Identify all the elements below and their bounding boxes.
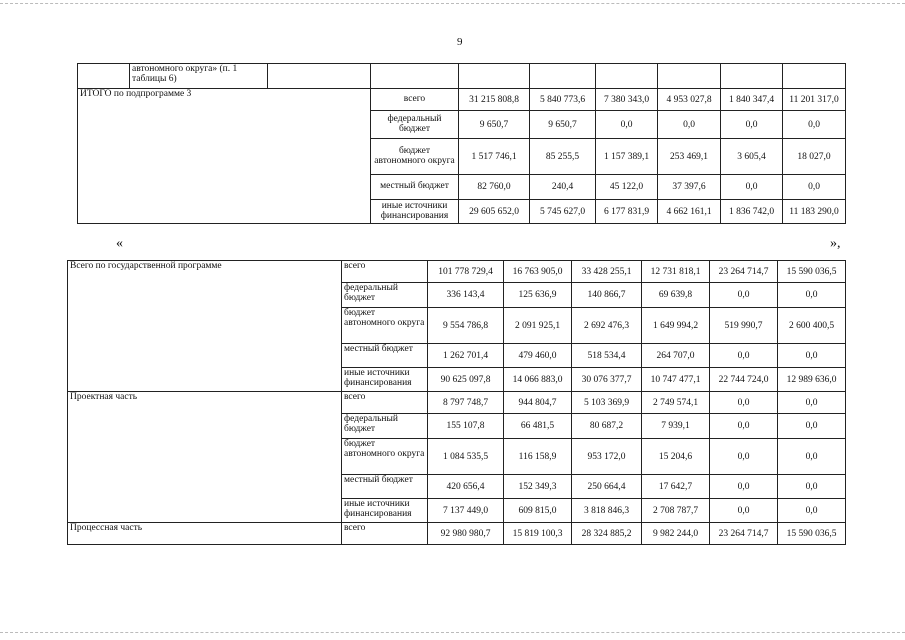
value-cell: 9 982 244,0: [642, 523, 710, 545]
value-cell: 12 989 636,0: [778, 368, 846, 392]
value-cell: 0,0: [721, 111, 783, 139]
source-cell: бюджет автономного округа: [371, 139, 459, 175]
source-cell: иные источники финансирования: [342, 368, 428, 392]
value-cell: 420 656,4: [428, 475, 504, 499]
value-cell: 2 692 476,3: [572, 308, 642, 344]
value-cell: 15 204,6: [642, 439, 710, 475]
source-cell: бюджет автономного округа: [342, 439, 428, 475]
opening-quote: «: [116, 236, 123, 251]
value-cell: 31 215 808,8: [459, 89, 530, 111]
value-cell: 23 264 714,7: [710, 523, 778, 545]
source-cell: местный бюджет: [342, 475, 428, 499]
value-cell: 0,0: [778, 414, 846, 439]
itogo-label: ИТОГО по подпрограмме 3: [78, 89, 371, 224]
subprogram-3-total-table: [77, 63, 846, 224]
value-cell: 9 650,7: [459, 111, 530, 139]
value-cell: 9 650,7: [530, 111, 596, 139]
value-cell: 2 600 400,5: [778, 308, 846, 344]
value-cell: 80 687,2: [572, 414, 642, 439]
value-cell: 1 084 535,5: [428, 439, 504, 475]
value-cell: 1 262 701,4: [428, 344, 504, 368]
value-cell: 15 590 036,5: [778, 261, 846, 283]
value-cell: 250 664,4: [572, 475, 642, 499]
group-label: Проектная часть: [68, 392, 342, 523]
value-cell: 10 747 477,1: [642, 368, 710, 392]
source-cell: всего: [342, 261, 428, 283]
scan-edge-top: [0, 3, 905, 5]
value-cell: 45 122,0: [596, 175, 658, 200]
value-cell: 82 760,0: [459, 175, 530, 200]
value-cell: 253 469,1: [658, 139, 721, 175]
value-cell: 1 840 347,4: [721, 89, 783, 111]
source-cell: всего: [371, 89, 459, 111]
value-cell: 0,0: [710, 392, 778, 414]
value-cell: 944 804,7: [504, 392, 572, 414]
source-cell: иные источники финансирования: [371, 200, 459, 224]
value-cell: 0,0: [778, 283, 846, 308]
state-program-total-table: [67, 260, 846, 545]
value-cell: 152 349,3: [504, 475, 572, 499]
value-cell: 5 745 627,0: [530, 200, 596, 224]
table-row: [68, 261, 846, 283]
value-cell: 0,0: [710, 344, 778, 368]
value-cell: 0,0: [783, 175, 846, 200]
value-cell: 0,0: [710, 499, 778, 523]
value-cell: 14 066 883,0: [504, 368, 572, 392]
value-cell: 69 639,8: [642, 283, 710, 308]
value-cell: 9 554 786,8: [428, 308, 504, 344]
value-cell: 23 264 714,7: [710, 261, 778, 283]
value-cell: 0,0: [783, 111, 846, 139]
value-cell: 15 590 036,5: [778, 523, 846, 545]
value-cell: 0,0: [596, 111, 658, 139]
value-cell: 6 177 831,9: [596, 200, 658, 224]
table-row: [78, 89, 846, 111]
group-label: Всего по государственной программе: [68, 261, 342, 392]
source-cell: федеральный бюджет: [342, 283, 428, 308]
value-cell: 953 172,0: [572, 439, 642, 475]
value-cell: 7 939,1: [642, 414, 710, 439]
value-cell: 30 076 377,7: [572, 368, 642, 392]
value-cell: 11 183 290,0: [783, 200, 846, 224]
value-cell: 28 324 885,2: [572, 523, 642, 545]
value-cell: 8 797 748,7: [428, 392, 504, 414]
value-cell: 0,0: [710, 439, 778, 475]
value-cell: 12 731 818,1: [642, 261, 710, 283]
closing-quote: »,: [830, 236, 841, 251]
table-row: [68, 523, 846, 545]
value-cell: 2 749 574,1: [642, 392, 710, 414]
source-cell: бюджет автономного округа: [342, 308, 428, 344]
value-cell: 0,0: [778, 439, 846, 475]
source-cell: федеральный бюджет: [342, 414, 428, 439]
value-cell: 66 481,5: [504, 414, 572, 439]
value-cell: 336 143,4: [428, 283, 504, 308]
value-cell: 155 107,8: [428, 414, 504, 439]
value-cell: 85 255,5: [530, 139, 596, 175]
value-cell: 264 707,0: [642, 344, 710, 368]
value-cell: 92 980 980,7: [428, 523, 504, 545]
value-cell: 11 201 317,0: [783, 89, 846, 111]
value-cell: 0,0: [778, 344, 846, 368]
value-cell: 479 460,0: [504, 344, 572, 368]
value-cell: 140 866,7: [572, 283, 642, 308]
page-number: 9: [457, 36, 463, 48]
value-cell: 116 158,9: [504, 439, 572, 475]
value-cell: 4 953 027,8: [658, 89, 721, 111]
value-cell: 0,0: [778, 475, 846, 499]
value-cell: 33 428 255,1: [572, 261, 642, 283]
value-cell: 125 636,9: [504, 283, 572, 308]
value-cell: 4 662 161,1: [658, 200, 721, 224]
value-cell: 0,0: [778, 392, 846, 414]
value-cell: 0,0: [710, 475, 778, 499]
value-cell: 15 819 100,3: [504, 523, 572, 545]
source-cell: федеральный бюджет: [371, 111, 459, 139]
value-cell: 0,0: [721, 175, 783, 200]
source-cell: всего: [342, 523, 428, 545]
value-cell: 2 091 925,1: [504, 308, 572, 344]
value-cell: 0,0: [658, 111, 721, 139]
source-cell: местный бюджет: [371, 175, 459, 200]
source-cell: местный бюджет: [342, 344, 428, 368]
value-cell: 90 625 097,8: [428, 368, 504, 392]
scan-edge-bottom: [0, 632, 905, 634]
group-label: Процессная часть: [68, 523, 342, 545]
value-cell: 519 990,7: [710, 308, 778, 344]
value-cell: 3 605,4: [721, 139, 783, 175]
value-cell: 3 818 846,3: [572, 499, 642, 523]
value-cell: 5 840 773,6: [530, 89, 596, 111]
value-cell: 0,0: [778, 499, 846, 523]
table-row: [78, 64, 846, 89]
value-cell: 609 815,0: [504, 499, 572, 523]
value-cell: 16 763 905,0: [504, 261, 572, 283]
value-cell: 240,4: [530, 175, 596, 200]
value-cell: 18 027,0: [783, 139, 846, 175]
value-cell: 0,0: [710, 283, 778, 308]
value-cell: 7 380 343,0: [596, 89, 658, 111]
value-cell: 5 103 369,9: [572, 392, 642, 414]
source-cell: всего: [342, 392, 428, 414]
value-cell: 0,0: [710, 414, 778, 439]
value-cell: 1 836 742,0: [721, 200, 783, 224]
value-cell: 37 397,6: [658, 175, 721, 200]
value-cell: 17 642,7: [642, 475, 710, 499]
value-cell: 1 517 746,1: [459, 139, 530, 175]
value-cell: 518 534,4: [572, 344, 642, 368]
value-cell: 101 778 729,4: [428, 261, 504, 283]
value-cell: 2 708 787,7: [642, 499, 710, 523]
value-cell: 22 744 724,0: [710, 368, 778, 392]
value-cell: 7 137 449,0: [428, 499, 504, 523]
value-cell: 1 157 389,1: [596, 139, 658, 175]
value-cell: 29 605 652,0: [459, 200, 530, 224]
row-label: автономного округа» (п. 1 таблицы 6): [130, 64, 268, 89]
source-cell: иные источники финансирования: [342, 499, 428, 523]
value-cell: 1 649 994,2: [642, 308, 710, 344]
table-row: [68, 392, 846, 414]
